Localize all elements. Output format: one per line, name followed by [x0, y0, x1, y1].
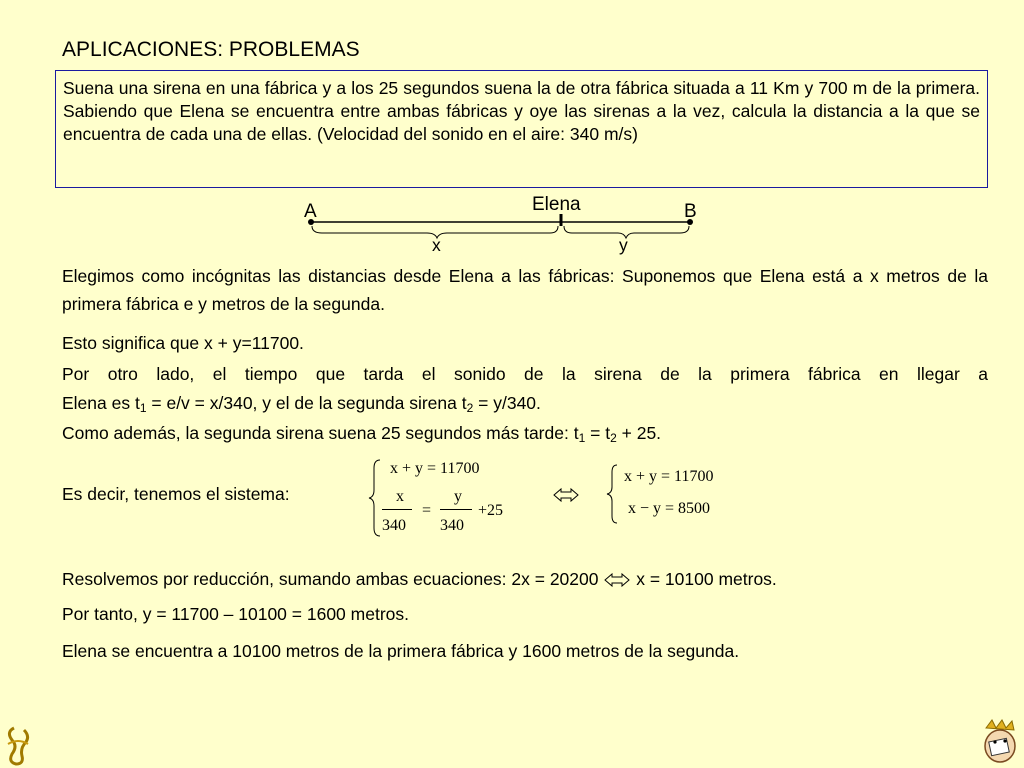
time-text-a: Por otro lado, el tiempo que tarda el sonido de la sirena de la primera fábrica en llegar a [62, 364, 988, 384]
also-line [62, 423, 661, 444]
time-text-b-pre: Elena es t [62, 393, 140, 413]
time-line-a [62, 361, 988, 388]
also-text-mid: = t [585, 423, 611, 443]
mascot-logo-icon [978, 718, 1022, 766]
distance-diagram-svg [300, 192, 700, 260]
system-label: Es decir, tenemos el sistema: [62, 484, 290, 504]
problem-statement-box: Suena una sirena en una fábrica y a los 25 segundos suena la de otra fábrica situada a 11 Km y 700 m de la primera. Sabiendo que Elena se encuentra entre ambas fábricas y oye las sirenas a la vez, calcula la distancia a la que se encuentra de cada una de ellas. (Velocidad del sonido en el aire: 340 m/s) [55, 70, 988, 188]
system1-num-x: x [396, 488, 404, 505]
label-elena: Elena [532, 194, 581, 215]
system-2 [604, 462, 774, 526]
also-text-post: + 25. [616, 423, 662, 443]
subscript-1: 1 [139, 401, 147, 415]
system1-plus25: +25 [478, 502, 504, 519]
monogram-logo-icon [2, 724, 34, 768]
equivalence-arrow-icon [603, 573, 631, 587]
therefore-line: Por tanto, y = 11700 – 10100 = 1600 metros. [62, 604, 410, 624]
reduction-line [62, 569, 777, 590]
system1-den-y: 340 [440, 517, 464, 534]
equivalence-arrow-icon [552, 487, 580, 503]
sum-line: Esto significa que x + y=11700. [62, 333, 304, 353]
also-text-pre: Como además, la segunda sirena suena 25 segundos más tarde: t [62, 423, 579, 443]
conclusion-line: Elena se encuentra a 10100 metros de la primera fábrica y 1600 metros de la segunda. [62, 641, 740, 661]
system1-den-x: 340 [382, 517, 406, 534]
system2-eq2: x − y = 8500 [628, 500, 711, 517]
page-title: APLICACIONES: PROBLEMAS [62, 38, 360, 61]
system1-equals: = [422, 502, 432, 519]
fraction-line-y [440, 509, 472, 510]
time-text-b-mid: = e/v = x/340, y el de la segunda sirena t [146, 393, 467, 413]
label-x: x [432, 235, 441, 255]
label-y: y [619, 235, 628, 255]
system2-eq1: x + y = 11700 [624, 468, 714, 485]
distance-diagram [300, 192, 700, 260]
unknowns-paragraph: Elegimos como incógnitas las distancias desde Elena a las fábricas: Suponemos que Elena está a x metros de la primera fábrica e y metros de la segunda. [62, 266, 988, 314]
subscript-2: 2 [610, 431, 617, 445]
system1-eq1: x + y = 11700 [390, 460, 480, 477]
left-brace-icon [604, 462, 622, 526]
label-a: A [304, 201, 317, 222]
subscript-2: 2 [466, 401, 474, 415]
reduction-text-pre: Resolvemos por reducción, sumando ambas ecuaciones: 2x = 20200 [62, 569, 604, 589]
fraction-line-x [382, 509, 412, 510]
reduction-text-post: x = 10100 metros. [631, 569, 777, 589]
system-1 [366, 456, 536, 540]
time-text-b-post: = y/340. [473, 393, 541, 413]
label-b: B [684, 201, 697, 222]
time-line-b [62, 393, 541, 414]
system1-num-y: y [454, 488, 462, 505]
subscript-1: 1 [578, 431, 586, 445]
